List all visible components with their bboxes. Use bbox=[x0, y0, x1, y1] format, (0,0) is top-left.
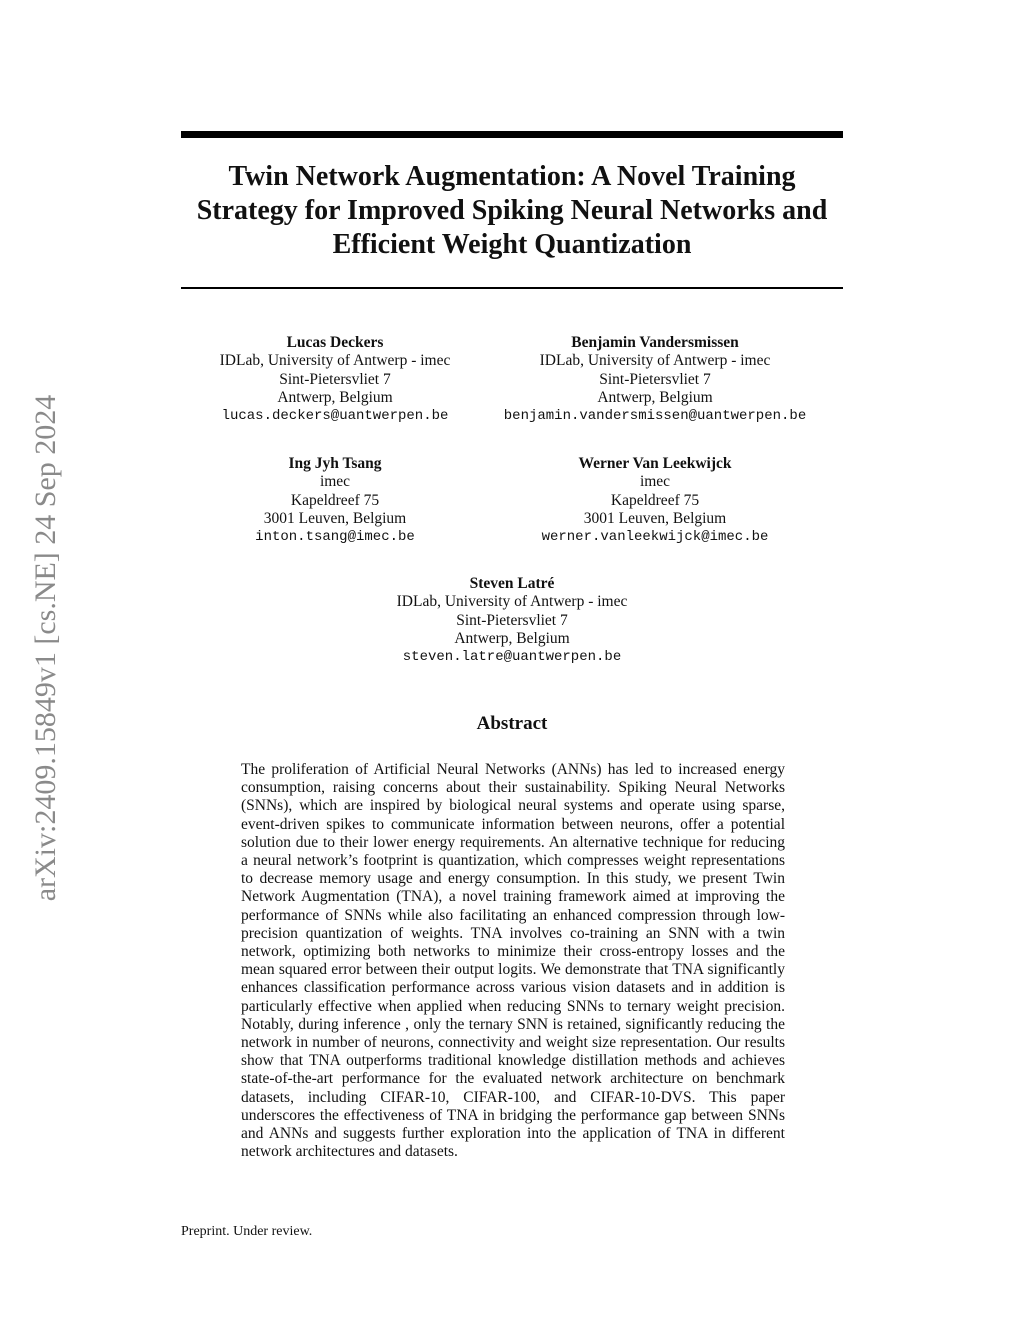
author-block-2 bbox=[490, 334, 820, 425]
author-name: Benjamin Vandersmissen bbox=[571, 334, 739, 351]
title-line-2: Strategy for Improved Spiking Neural Networks and bbox=[196, 195, 828, 226]
author-affiliation: imec bbox=[639, 473, 671, 491]
author-name: Ing Jyh Tsang bbox=[288, 455, 382, 472]
abstract-heading: Abstract bbox=[476, 713, 548, 734]
author-address: Sint-Pietersvliet 7 bbox=[279, 370, 391, 388]
author-name: Steven Latré bbox=[469, 575, 555, 592]
author-affiliation: IDLab, University of Antwerp - imec bbox=[539, 352, 771, 370]
author-block-5 bbox=[357, 575, 667, 666]
author-affiliation: IDLab, University of Antwerp - imec bbox=[396, 593, 628, 611]
author-affiliation: IDLab, University of Antwerp - imec bbox=[219, 352, 451, 370]
title-bottom-rule bbox=[181, 287, 843, 289]
author-email: lucas.deckers@uantwerpen.be bbox=[221, 408, 449, 425]
author-address: Kapeldreef 75 bbox=[610, 491, 700, 509]
title-line-1: Twin Network Augmentation: A Novel Training bbox=[228, 161, 796, 192]
abstract-body: The proliferation of Artificial Neural Networks (ANNs) has led to increased energy consumption, raising concerns about their sustainability. Spiking Neural Networks (SNNs), which are inspired by biological neural systems and operate using sparse, event-driven spikes to communicate information between neurons, offer a potential solution due to their lower energy requirements. An alternative technique for reducing a neural network’s footprint is quantization, which compresses weight representations to decrease memory usage and energy consumption. In this study, we present Twin Network Augmentation (TNA), a novel training framework aimed at improving the performance of SNNs while also facilitating an enhanced compression through low-precision quantization of weights. TNA involves co-training an SNN with a twin network, optimizing both networks to minimize their cross-entropy losses and the mean squared error between their output logits. We demonstrate that TNA significantly enhances classification performance across various vision datasets and in addition is particularly effective when applied when reducing SNNs to ternary weight precision. Notably, during inference , only the ternary SNN is retained, significantly reducing the network in number of neurons, connectivity and weight size representation. Our results show that TNA outperforms traditional knowledge distillation methods and achieves state-of-the-art performance for the evaluated network architecture on benchmark datasets, including CIFAR-10, CIFAR-100, and CIFAR-10-DVS. This paper underscores the effectiveness of TNA in bridging the performance gap between SNNs and ANNs and suggests further exploration into the application of TNA in different network architectures and datasets. bbox=[241, 761, 785, 1161]
author-city: 3001 Leuven, Belgium bbox=[583, 509, 727, 527]
preprint-footnote: Preprint. Under review. bbox=[181, 1224, 313, 1239]
author-block-3 bbox=[180, 455, 490, 546]
author-affiliation: imec bbox=[319, 473, 351, 491]
author-city: 3001 Leuven, Belgium bbox=[263, 509, 407, 527]
author-address: Sint-Pietersvliet 7 bbox=[456, 611, 568, 629]
author-city: Antwerp, Belgium bbox=[454, 629, 570, 647]
author-block-4 bbox=[490, 455, 820, 546]
author-name: Lucas Deckers bbox=[286, 334, 384, 351]
author-address: Sint-Pietersvliet 7 bbox=[599, 370, 711, 388]
author-email: inton.tsang@imec.be bbox=[255, 529, 415, 546]
arxiv-identifier-stamp: arXiv:2409.15849v1 [cs.NE] 24 Sep 2024 bbox=[29, 394, 62, 902]
author-name: Werner Van Leekwijck bbox=[578, 455, 732, 472]
title-line-3: Efficient Weight Quantization bbox=[332, 229, 692, 260]
author-email: werner.vanleekwijck@imec.be bbox=[541, 529, 769, 546]
title-top-rule bbox=[181, 131, 843, 138]
author-city: Antwerp, Belgium bbox=[277, 388, 393, 406]
author-email: steven.latre@uantwerpen.be bbox=[402, 649, 622, 666]
paper-title bbox=[181, 160, 843, 262]
author-city: Antwerp, Belgium bbox=[597, 388, 713, 406]
author-block-1 bbox=[180, 334, 490, 425]
author-email: benjamin.vandersmissen@uantwerpen.be bbox=[503, 408, 807, 425]
author-address: Kapeldreef 75 bbox=[290, 491, 380, 509]
